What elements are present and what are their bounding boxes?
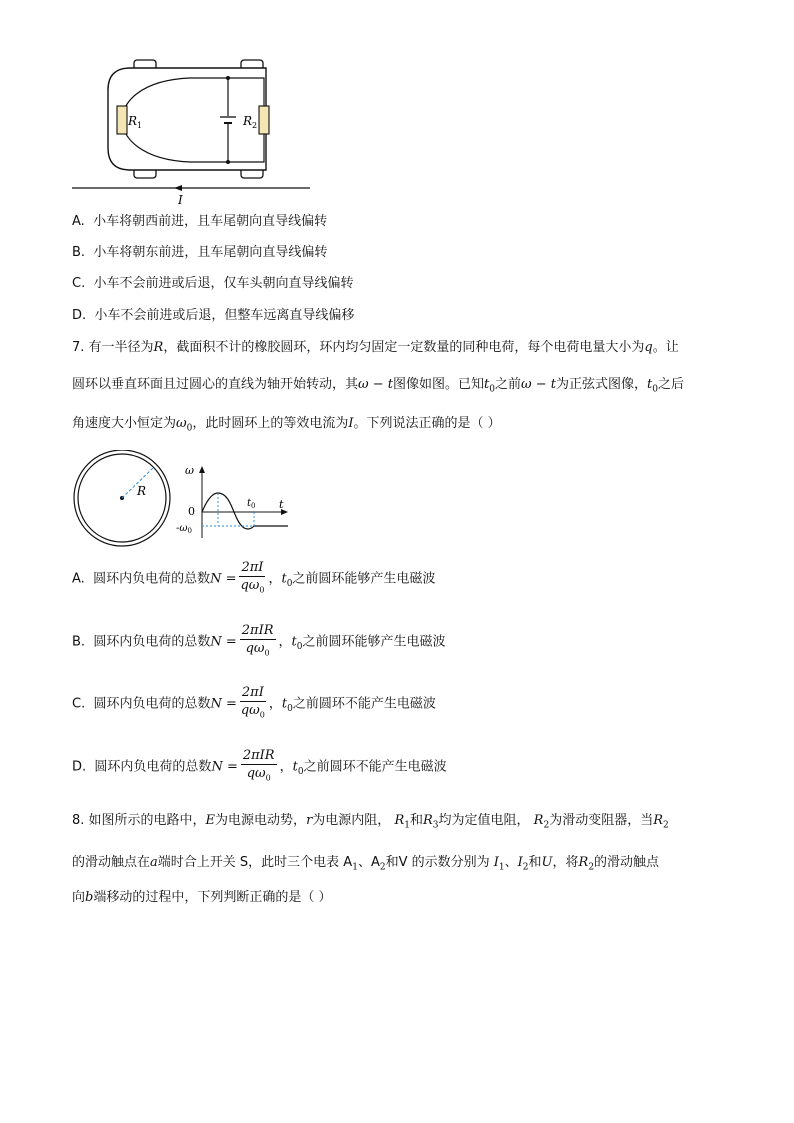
resistor-r2 — [259, 106, 269, 134]
fraction: $\frac{2\pi I}{q\omega_0}$ — [240, 560, 265, 595]
radius-label: R — [137, 484, 147, 498]
q7-line-1: 7. 有一半径为R，截面积不计的橡胶圆环，环内均匀固定一定数量的同种电荷，每个电荷电量大小为q。让 — [72, 340, 679, 355]
option-c: C. 圆环内负电荷的总数N = $\frac{2\pi I}{q\omega_0}$ ，$t_0$之前圆环不能产生电磁波 — [72, 685, 436, 723]
fraction: $\frac{\text{2πIR}}{q\omega_0}$ — [241, 623, 274, 658]
car-circuit-figure — [70, 58, 320, 208]
r1-label: $R_1$ — [128, 114, 143, 130]
q8-line-3: 向b端移动的过程中，下列判断正确的是（ ） — [72, 890, 332, 905]
fraction: $\frac{\text{2πIR}}{q\omega_0}$ — [242, 748, 275, 783]
option-a: A. 圆环内负电荷的总数N = $\frac{2\pi I}{q\omega_0}$ ，$t_0$之前圆环能够产生电磁波 — [72, 560, 435, 598]
option-d: D. 圆环内负电荷的总数N = $\frac{\text{2πIR}}{q\omega_0}$ ，$t_0$之前圆环不能产生电磁波 — [72, 748, 447, 786]
fraction: $\frac{2\pi I}{q\omega_0}$ — [240, 685, 265, 720]
ring-figure — [70, 450, 180, 550]
omega-axis-label: ω — [185, 464, 194, 477]
option-b: B. 圆环内负电荷的总数N = $\frac{\text{2πIR}}{q\omega_0}$ ，$t_0$之前圆环能够产生电磁波 — [72, 623, 446, 661]
q8-line-2: 的滑动触点在a端时合上开关 S，此时三个电表 $A_1$、$A_2$和V 的示数分别为 $I_1$、$I_2$和U，将$R_2$的滑动触点 — [72, 855, 660, 873]
omega-t-graph — [176, 462, 296, 542]
y-axis-arrow-icon — [199, 466, 205, 473]
q7-line-2: 圆环以垂直环面且过圆心的直线为轴开始转动，其ω − t图像如图。已知$t_0$之前ω − t为正弦式图像，$t_0$之后 — [72, 377, 684, 395]
q8-line-1: 8. 如图所示的电路中，E为电源电动势，r为电源内阻， $R_1$和$R_3$均为定值电阻， $R_2$为滑动变阻器，当$R_2$ — [72, 813, 669, 831]
origin-label: 0 — [188, 505, 195, 518]
option-b: B. 小车将朝东前进，且车尾朝向直导线偏转 — [72, 245, 328, 260]
t-axis-label: t — [279, 498, 284, 511]
option-c: C. 小车不会前进或后退，仅车头朝向直导线偏转 — [72, 276, 354, 291]
neg-omega0-label: $-\omega_0$ — [176, 523, 193, 535]
r2-label: $R_2$ — [243, 114, 258, 130]
option-a: A. 小车将朝西前进，且车尾朝向直导线偏转 — [72, 214, 328, 229]
current-arrow-icon — [174, 185, 182, 191]
option-d: D. 小车不会前进或后退，但整车远离直导线偏移 — [72, 308, 355, 323]
q7-line-3: 角速度大小恒定为$\omega_0$，此时圆环上的等效电流为I。下列说法正确的是（ ） — [72, 416, 501, 434]
resistor-r1 — [117, 106, 127, 134]
t0-label: $t_0$ — [247, 498, 256, 510]
current-label: I — [178, 193, 183, 207]
